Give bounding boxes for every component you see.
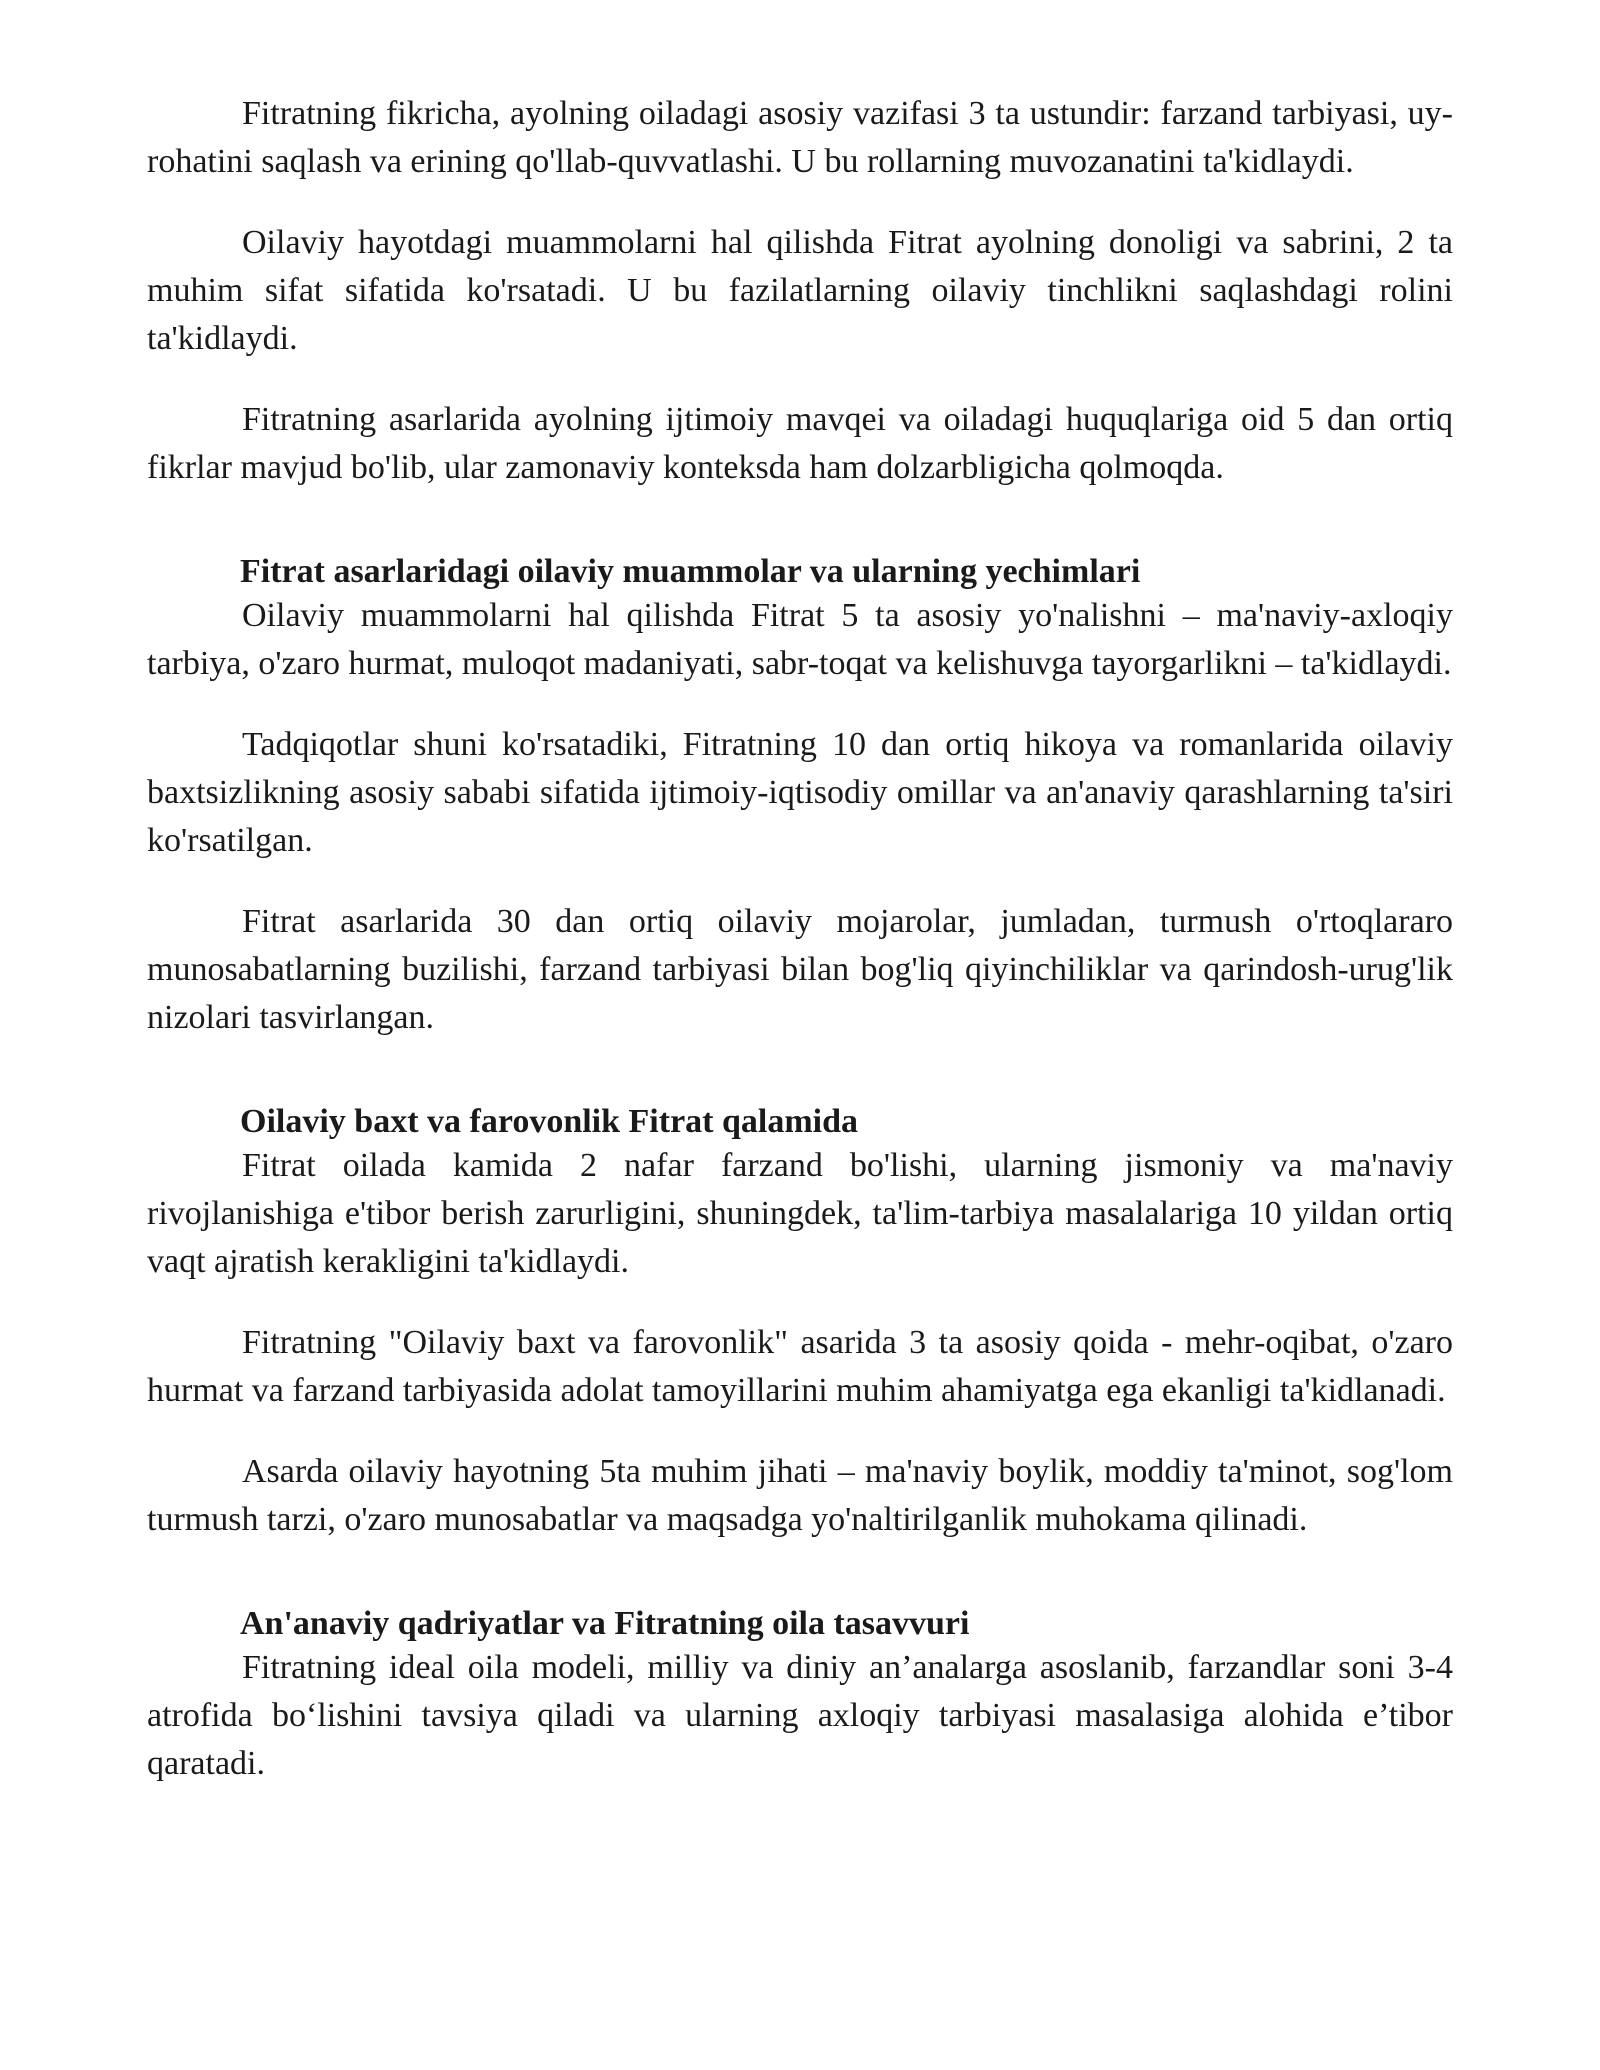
paragraph-5: Tadqiqotlar shuni ko'rsatadiki, Fitratning 10 dan ortiq hikoya va romanlarida oilaviy baxtsizlikning asosiy sababi sifatida ijtimoiy-iqtisodiy omillar va an'anaviy qarashlarning ta'siri ko'rsatilgan. [147,726,1453,859]
paragraph-10: Fitratning ideal oila modeli, milliy va diniy an’analarga asoslanib, farzandlar soni 3-4 atrofida bo‘lishini tavsiya qiladi va ularning axloqiy tarbiyasi masalasiga alohida e’tibor qaratadi. [147,1649,1453,1782]
paragraph-3: Fitratning asarlarida ayolning ijtimoiy mavqei va oiladagi huquqlariga oid 5 dan ortiq fikrlar mavjud bo'lib, ular zamonaviy konteksda ham dolzarbligicha qolmoqda. [147,401,1453,486]
document-body [147,90,1453,1821]
section-heading-1: Fitrat asarlaridagi oilaviy muammolar va ularning yechimlari [240,553,1141,590]
paragraph-8: Fitratning "Oilaviy baxt va farovonlik" asarida 3 ta asosiy qoida - mehr-oqibat, o'zaro hurmat va farzand tarbiyasida adolat tamoyillarini muhim ahamiyatga ega ekanligi ta'kidlanadi. [147,1324,1453,1409]
paragraph-4: Oilaviy muammolarni hal qilishda Fitrat 5 ta asosiy yo'nalishni – ma'naviy-axloqiy tarbiya, o'zaro hurmat, muloqot madaniyati, sabr-toqat va kelishuvga tayorgarlikni – ta'kidlaydi. [147,597,1453,682]
paragraph-6: Fitrat asarlarida 30 dan ortiq oilaviy mojarolar, jumladan, turmush o'rtoqlararo munosabatlarning buzilishi, farzand tarbiyasi bilan bog'liq qiyinchiliklar va qarindosh-urug'lik nizolari tasvirlangan. [147,903,1453,1036]
section-heading-3: An'anaviy qadriyatlar va Fitratning oila tasavvuri [240,1605,970,1642]
paragraph-9: Asarda oilaviy hayotning 5ta muhim jihati – ma'naviy boylik, moddiy ta'minot, sog'lom turmush tarzi, o'zaro munosabatlar va maqsadga yo'naltirilganlik muhokama qilinadi. [147,1453,1453,1538]
paragraph-2: Oilaviy hayotdagi muammolarni hal qilishda Fitrat ayolning donoligi va sabrini, 2 ta muhim sifat sifatida ko'rsatadi. U bu fazilatlarning oilaviy tinchlikni saqlashdagi rolini ta'kidlaydi. [147,224,1453,357]
paragraph-7: Fitrat oilada kamida 2 nafar farzand bo'lishi, ularning jismoniy va ma'naviy rivojlanishiga e'tibor berish zarurligini, shuningdek, ta'lim-tarbiya masalalariga 10 yildan ortiq vaqt ajratish kerakligini ta'kidlaydi. [147,1147,1453,1280]
section-heading-2: Oilaviy baxt va farovonlik Fitrat qalamida [240,1103,859,1140]
paragraph-1: Fitratning fikricha, ayolning oiladagi asosiy vazifasi 3 ta ustundir: farzand tarbiyasi, uy-rohatini saqlash va erining qo'llab-quvvatlashi. U bu rollarning muvozanatini ta'kidlaydi. [147,95,1453,180]
